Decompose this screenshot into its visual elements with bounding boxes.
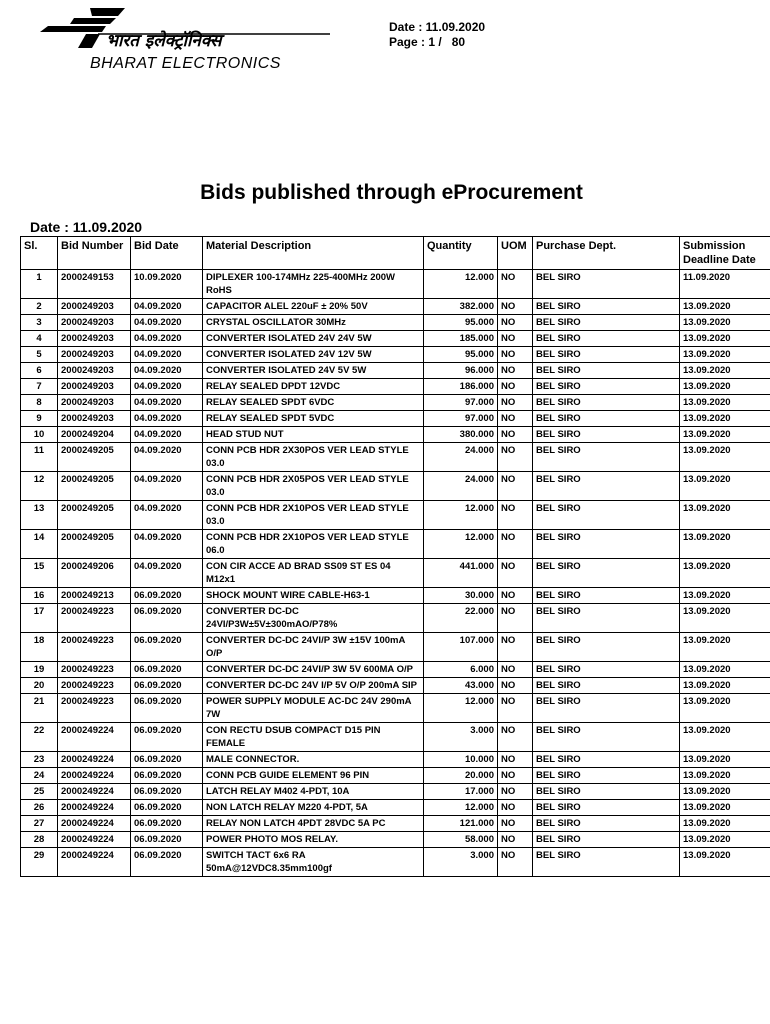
row-submission-deadline: 13.09.2020 [680, 472, 770, 501]
row-material-description: CONN PCB HDR 2X30POS VER LEAD STYLE 03.0 [203, 443, 424, 472]
row-purchase-dept: BEL SIRO [533, 530, 680, 559]
row-purchase-dept: BEL SIRO [533, 694, 680, 723]
row-uom: NO [498, 784, 533, 800]
row-bid-date: 04.09.2020 [131, 472, 203, 501]
row-bid-number: 2000249205 [58, 472, 131, 501]
row-bid-number: 2000249224 [58, 816, 131, 832]
row-bid-number: 2000249224 [58, 800, 131, 816]
row-purchase-dept: BEL SIRO [533, 678, 680, 694]
row-quantity: 30.000 [424, 588, 498, 604]
row-purchase-dept: BEL SIRO [533, 832, 680, 848]
row-sl: 15 [21, 559, 58, 588]
row-sl: 16 [21, 588, 58, 604]
row-uom: NO [498, 832, 533, 848]
row-material-description: CONVERTER ISOLATED 24V 5V 5W [203, 363, 424, 379]
row-submission-deadline: 13.09.2020 [680, 832, 770, 848]
row-submission-deadline: 13.09.2020 [680, 633, 770, 662]
row-material-description: RELAY SEALED SPDT 5VDC [203, 411, 424, 427]
row-bid-number: 2000249224 [58, 723, 131, 752]
col-purchase-dept: Purchase Dept. [533, 237, 680, 270]
row-bid-date: 04.09.2020 [131, 530, 203, 559]
header-date: Date : 11.09.2020 [389, 20, 486, 34]
row-material-description: CAPACITOR ALEL 220uF ± 20% 50V [203, 299, 424, 315]
row-bid-date: 04.09.2020 [131, 443, 203, 472]
row-material-description: RELAY NON LATCH 4PDT 28VDC 5A PC [203, 816, 424, 832]
row-purchase-dept: BEL SIRO [533, 472, 680, 501]
row-bid-number: 2000249224 [58, 832, 131, 848]
row-bid-date: 06.09.2020 [131, 604, 203, 633]
col-bid-date: Bid Date [131, 237, 203, 270]
table-row [21, 379, 770, 395]
row-purchase-dept: BEL SIRO [533, 784, 680, 800]
row-bid-date: 04.09.2020 [131, 315, 203, 331]
row-sl: 4 [21, 331, 58, 347]
bel-logo [30, 4, 350, 72]
row-bid-date: 04.09.2020 [131, 559, 203, 588]
table-row [21, 800, 770, 816]
row-submission-deadline: 13.09.2020 [680, 848, 770, 877]
row-submission-deadline: 13.09.2020 [680, 723, 770, 752]
row-purchase-dept: BEL SIRO [533, 443, 680, 472]
row-submission-deadline: 13.09.2020 [680, 347, 770, 363]
table-row [21, 604, 770, 633]
row-bid-date: 06.09.2020 [131, 784, 203, 800]
row-purchase-dept: BEL SIRO [533, 559, 680, 588]
row-material-description: NON LATCH RELAY M220 4-PDT, 5A [203, 800, 424, 816]
row-bid-number: 2000249204 [58, 427, 131, 443]
row-quantity: 97.000 [424, 411, 498, 427]
row-quantity: 3.000 [424, 723, 498, 752]
row-bid-number: 2000249224 [58, 784, 131, 800]
table-row [21, 347, 770, 363]
row-bid-number: 2000249224 [58, 752, 131, 768]
row-material-description: CONVERTER DC-DC 24VI/P 3W 5V 600MA O/P [203, 662, 424, 678]
row-purchase-dept: BEL SIRO [533, 363, 680, 379]
table-row [21, 784, 770, 800]
row-material-description: CON CIR ACCE AD BRAD SS09 ST ES 04 M12x1 [203, 559, 424, 588]
header-page: Page : 1 / 80 [389, 35, 466, 49]
row-bid-number: 2000249224 [58, 768, 131, 784]
row-bid-date: 06.09.2020 [131, 723, 203, 752]
row-uom: NO [498, 662, 533, 678]
row-material-description: POWER SUPPLY MODULE AC-DC 24V 290mA 7W [203, 694, 424, 723]
row-submission-deadline: 13.09.2020 [680, 363, 770, 379]
table-row [21, 678, 770, 694]
row-uom: NO [498, 501, 533, 530]
row-material-description: CONN PCB HDR 2X05POS VER LEAD STYLE 03.0 [203, 472, 424, 501]
row-material-description: CON RECTU DSUB COMPACT D15 PIN FEMALE [203, 723, 424, 752]
table-row [21, 395, 770, 411]
row-sl: 14 [21, 530, 58, 559]
row-material-description: CONN PCB HDR 2X10POS VER LEAD STYLE 06.0 [203, 530, 424, 559]
row-bid-date: 04.09.2020 [131, 411, 203, 427]
row-bid-date: 04.09.2020 [131, 379, 203, 395]
row-bid-number: 2000249153 [58, 270, 131, 299]
row-material-description: LATCH RELAY M402 4-PDT, 10A [203, 784, 424, 800]
row-quantity: 22.000 [424, 604, 498, 633]
row-material-description: POWER PHOTO MOS RELAY. [203, 832, 424, 848]
row-quantity: 10.000 [424, 752, 498, 768]
row-quantity: 95.000 [424, 315, 498, 331]
row-sl: 3 [21, 315, 58, 331]
table-row [21, 752, 770, 768]
row-purchase-dept: BEL SIRO [533, 588, 680, 604]
row-bid-number: 2000249223 [58, 678, 131, 694]
row-sl: 7 [21, 379, 58, 395]
row-submission-deadline: 13.09.2020 [680, 678, 770, 694]
row-purchase-dept: BEL SIRO [533, 347, 680, 363]
row-uom: NO [498, 559, 533, 588]
row-purchase-dept: BEL SIRO [533, 723, 680, 752]
row-purchase-dept: BEL SIRO [533, 816, 680, 832]
row-quantity: 24.000 [424, 472, 498, 501]
row-uom: NO [498, 723, 533, 752]
row-material-description: CONVERTER DC-DC 24V I/P 5V O/P 200mA SIP [203, 678, 424, 694]
row-bid-date: 04.09.2020 [131, 501, 203, 530]
row-sl: 6 [21, 363, 58, 379]
row-uom: NO [498, 472, 533, 501]
table-row [21, 662, 770, 678]
row-bid-number: 2000249213 [58, 588, 131, 604]
row-purchase-dept: BEL SIRO [533, 604, 680, 633]
row-quantity: 12.000 [424, 694, 498, 723]
row-bid-number: 2000249203 [58, 331, 131, 347]
row-bid-number: 2000249224 [58, 848, 131, 877]
row-bid-date: 06.09.2020 [131, 768, 203, 784]
row-quantity: 121.000 [424, 816, 498, 832]
row-material-description: CONN PCB GUIDE ELEMENT 96 PIN [203, 768, 424, 784]
row-uom: NO [498, 395, 533, 411]
table-row [21, 270, 770, 299]
row-purchase-dept: BEL SIRO [533, 331, 680, 347]
row-uom: NO [498, 427, 533, 443]
table-row [21, 832, 770, 848]
row-quantity: 96.000 [424, 363, 498, 379]
row-bid-date: 06.09.2020 [131, 848, 203, 877]
row-purchase-dept: BEL SIRO [533, 662, 680, 678]
row-bid-date: 06.09.2020 [131, 633, 203, 662]
row-bid-number: 2000249223 [58, 604, 131, 633]
col-quantity: Quantity [424, 237, 498, 270]
table-row [21, 472, 770, 501]
row-quantity: 107.000 [424, 633, 498, 662]
table-row [21, 768, 770, 784]
row-sl: 12 [21, 472, 58, 501]
row-sl: 8 [21, 395, 58, 411]
col-bid-number: Bid Number [58, 237, 131, 270]
table-row [21, 816, 770, 832]
row-submission-deadline: 13.09.2020 [680, 800, 770, 816]
table-row [21, 588, 770, 604]
row-uom: NO [498, 678, 533, 694]
row-bid-date: 06.09.2020 [131, 832, 203, 848]
row-quantity: 43.000 [424, 678, 498, 694]
row-sl: 21 [21, 694, 58, 723]
row-purchase-dept: BEL SIRO [533, 270, 680, 299]
col-uom: UOM [498, 237, 533, 270]
table-row [21, 848, 770, 877]
row-quantity: 24.000 [424, 443, 498, 472]
row-material-description: CONN PCB HDR 2X10POS VER LEAD STYLE 03.0 [203, 501, 424, 530]
col-submission-deadline: Submission Deadline Date [680, 237, 770, 270]
row-uom: NO [498, 752, 533, 768]
row-sl: 13 [21, 501, 58, 530]
row-material-description: SWITCH TACT 6x6 RA 50mA@12VDC8.35mm100gf [203, 848, 424, 877]
page-title: Bids published through eProcurement [200, 181, 583, 204]
row-sl: 20 [21, 678, 58, 694]
row-bid-date: 04.09.2020 [131, 347, 203, 363]
row-sl: 22 [21, 723, 58, 752]
row-sl: 28 [21, 832, 58, 848]
row-uom: NO [498, 694, 533, 723]
row-bid-date: 04.09.2020 [131, 299, 203, 315]
row-submission-deadline: 13.09.2020 [680, 299, 770, 315]
row-purchase-dept: BEL SIRO [533, 379, 680, 395]
row-submission-deadline: 13.09.2020 [680, 443, 770, 472]
row-uom: NO [498, 411, 533, 427]
table-row [21, 363, 770, 379]
row-quantity: 6.000 [424, 662, 498, 678]
row-uom: NO [498, 331, 533, 347]
row-submission-deadline: 13.09.2020 [680, 604, 770, 633]
row-submission-deadline: 13.09.2020 [680, 662, 770, 678]
row-sl: 18 [21, 633, 58, 662]
table-row [21, 411, 770, 427]
row-sl: 25 [21, 784, 58, 800]
row-purchase-dept: BEL SIRO [533, 315, 680, 331]
row-material-description: CONVERTER ISOLATED 24V 24V 5W [203, 331, 424, 347]
row-uom: NO [498, 633, 533, 662]
bids-table [20, 236, 770, 877]
row-uom: NO [498, 768, 533, 784]
row-bid-number: 2000249203 [58, 379, 131, 395]
col-material-description: Material Description [203, 237, 424, 270]
row-uom: NO [498, 443, 533, 472]
row-quantity: 17.000 [424, 784, 498, 800]
table-row [21, 633, 770, 662]
row-uom: NO [498, 315, 533, 331]
row-uom: NO [498, 816, 533, 832]
row-submission-deadline: 13.09.2020 [680, 379, 770, 395]
row-bid-number: 2000249203 [58, 411, 131, 427]
row-uom: NO [498, 800, 533, 816]
row-quantity: 441.000 [424, 559, 498, 588]
row-bid-number: 2000249203 [58, 363, 131, 379]
row-uom: NO [498, 588, 533, 604]
table-row [21, 331, 770, 347]
row-submission-deadline: 13.09.2020 [680, 752, 770, 768]
row-sl: 23 [21, 752, 58, 768]
row-sl: 24 [21, 768, 58, 784]
row-bid-date: 04.09.2020 [131, 363, 203, 379]
row-bid-number: 2000249223 [58, 694, 131, 723]
table-row [21, 427, 770, 443]
row-sl: 10 [21, 427, 58, 443]
row-material-description: CRYSTAL OSCILLATOR 30MHz [203, 315, 424, 331]
row-submission-deadline: 13.09.2020 [680, 530, 770, 559]
table-row [21, 501, 770, 530]
row-purchase-dept: BEL SIRO [533, 768, 680, 784]
row-quantity: 3.000 [424, 848, 498, 877]
row-bid-date: 10.09.2020 [131, 270, 203, 299]
row-material-description: DIPLEXER 100-174MHz 225-400MHz 200W RoHS [203, 270, 424, 299]
row-bid-number: 2000249203 [58, 299, 131, 315]
row-purchase-dept: BEL SIRO [533, 752, 680, 768]
row-uom: NO [498, 270, 533, 299]
table-row [21, 559, 770, 588]
row-purchase-dept: BEL SIRO [533, 299, 680, 315]
row-quantity: 12.000 [424, 270, 498, 299]
table-row [21, 315, 770, 331]
row-submission-deadline: 13.09.2020 [680, 694, 770, 723]
row-purchase-dept: BEL SIRO [533, 501, 680, 530]
row-submission-deadline: 13.09.2020 [680, 411, 770, 427]
row-bid-number: 2000249205 [58, 530, 131, 559]
row-submission-deadline: 11.09.2020 [680, 270, 770, 299]
row-bid-date: 06.09.2020 [131, 694, 203, 723]
row-material-description: RELAY SEALED DPDT 12VDC [203, 379, 424, 395]
row-bid-number: 2000249205 [58, 443, 131, 472]
row-bid-number: 2000249206 [58, 559, 131, 588]
row-uom: NO [498, 299, 533, 315]
row-uom: NO [498, 379, 533, 395]
row-submission-deadline: 13.09.2020 [680, 816, 770, 832]
svg-text:भारत इलेक्ट्रॉनिक्स: भारत इलेक्ट्रॉनिक्स [106, 31, 222, 51]
row-bid-date: 06.09.2020 [131, 752, 203, 768]
table-header-row [21, 237, 770, 270]
row-sl: 5 [21, 347, 58, 363]
table-row [21, 530, 770, 559]
bids-table-body [21, 270, 770, 877]
row-material-description: CONVERTER ISOLATED 24V 12V 5W [203, 347, 424, 363]
row-bid-number: 2000249203 [58, 395, 131, 411]
row-sl: 29 [21, 848, 58, 877]
row-sl: 1 [21, 270, 58, 299]
row-submission-deadline: 13.09.2020 [680, 501, 770, 530]
row-quantity: 12.000 [424, 501, 498, 530]
row-uom: NO [498, 848, 533, 877]
row-material-description: SHOCK MOUNT WIRE CABLE-H63-1 [203, 588, 424, 604]
row-submission-deadline: 13.09.2020 [680, 768, 770, 784]
row-submission-deadline: 13.09.2020 [680, 559, 770, 588]
row-sl: 11 [21, 443, 58, 472]
row-sl: 2 [21, 299, 58, 315]
row-bid-date: 06.09.2020 [131, 816, 203, 832]
row-material-description: RELAY SEALED SPDT 6VDC [203, 395, 424, 411]
row-bid-date: 06.09.2020 [131, 678, 203, 694]
row-bid-number: 2000249205 [58, 501, 131, 530]
row-material-description: HEAD STUD NUT [203, 427, 424, 443]
table-row [21, 443, 770, 472]
row-bid-date: 06.09.2020 [131, 588, 203, 604]
row-quantity: 95.000 [424, 347, 498, 363]
row-sl: 19 [21, 662, 58, 678]
table-row [21, 299, 770, 315]
row-purchase-dept: BEL SIRO [533, 411, 680, 427]
row-uom: NO [498, 604, 533, 633]
row-quantity: 382.000 [424, 299, 498, 315]
row-material-description: CONVERTER DC-DC 24VI/P 3W ±15V 100mA O/P [203, 633, 424, 662]
row-bid-number: 2000249223 [58, 633, 131, 662]
row-quantity: 58.000 [424, 832, 498, 848]
row-submission-deadline: 13.09.2020 [680, 427, 770, 443]
row-quantity: 20.000 [424, 768, 498, 784]
row-bid-date: 04.09.2020 [131, 395, 203, 411]
row-material-description: MALE CONNECTOR. [203, 752, 424, 768]
row-uom: NO [498, 363, 533, 379]
row-quantity: 185.000 [424, 331, 498, 347]
table-row [21, 694, 770, 723]
row-bid-date: 06.09.2020 [131, 800, 203, 816]
row-submission-deadline: 13.09.2020 [680, 331, 770, 347]
row-purchase-dept: BEL SIRO [533, 800, 680, 816]
row-sl: 26 [21, 800, 58, 816]
row-quantity: 12.000 [424, 530, 498, 559]
row-purchase-dept: BEL SIRO [533, 395, 680, 411]
row-quantity: 12.000 [424, 800, 498, 816]
row-submission-deadline: 13.09.2020 [680, 315, 770, 331]
row-bid-number: 2000249203 [58, 347, 131, 363]
row-submission-deadline: 13.09.2020 [680, 395, 770, 411]
row-bid-date: 06.09.2020 [131, 662, 203, 678]
row-material-description: CONVERTER DC-DC 24VI/P3W±5V±300mAO/P78% [203, 604, 424, 633]
row-quantity: 380.000 [424, 427, 498, 443]
row-purchase-dept: BEL SIRO [533, 427, 680, 443]
row-sl: 27 [21, 816, 58, 832]
report-date: Date : 11.09.2020 [30, 219, 143, 235]
row-sl: 9 [21, 411, 58, 427]
row-bid-date: 04.09.2020 [131, 427, 203, 443]
row-bid-number: 2000249203 [58, 315, 131, 331]
row-purchase-dept: BEL SIRO [533, 848, 680, 877]
svg-text:BHARAT ELECTRONICS: BHARAT ELECTRONICS [90, 55, 281, 72]
row-submission-deadline: 13.09.2020 [680, 784, 770, 800]
row-submission-deadline: 13.09.2020 [680, 588, 770, 604]
row-quantity: 186.000 [424, 379, 498, 395]
table-row [21, 723, 770, 752]
row-quantity: 97.000 [424, 395, 498, 411]
row-uom: NO [498, 347, 533, 363]
row-bid-number: 2000249223 [58, 662, 131, 678]
row-purchase-dept: BEL SIRO [533, 633, 680, 662]
header-meta [389, 20, 485, 50]
row-sl: 17 [21, 604, 58, 633]
row-uom: NO [498, 530, 533, 559]
col-sl: Sl. [21, 237, 58, 270]
row-bid-date: 04.09.2020 [131, 331, 203, 347]
